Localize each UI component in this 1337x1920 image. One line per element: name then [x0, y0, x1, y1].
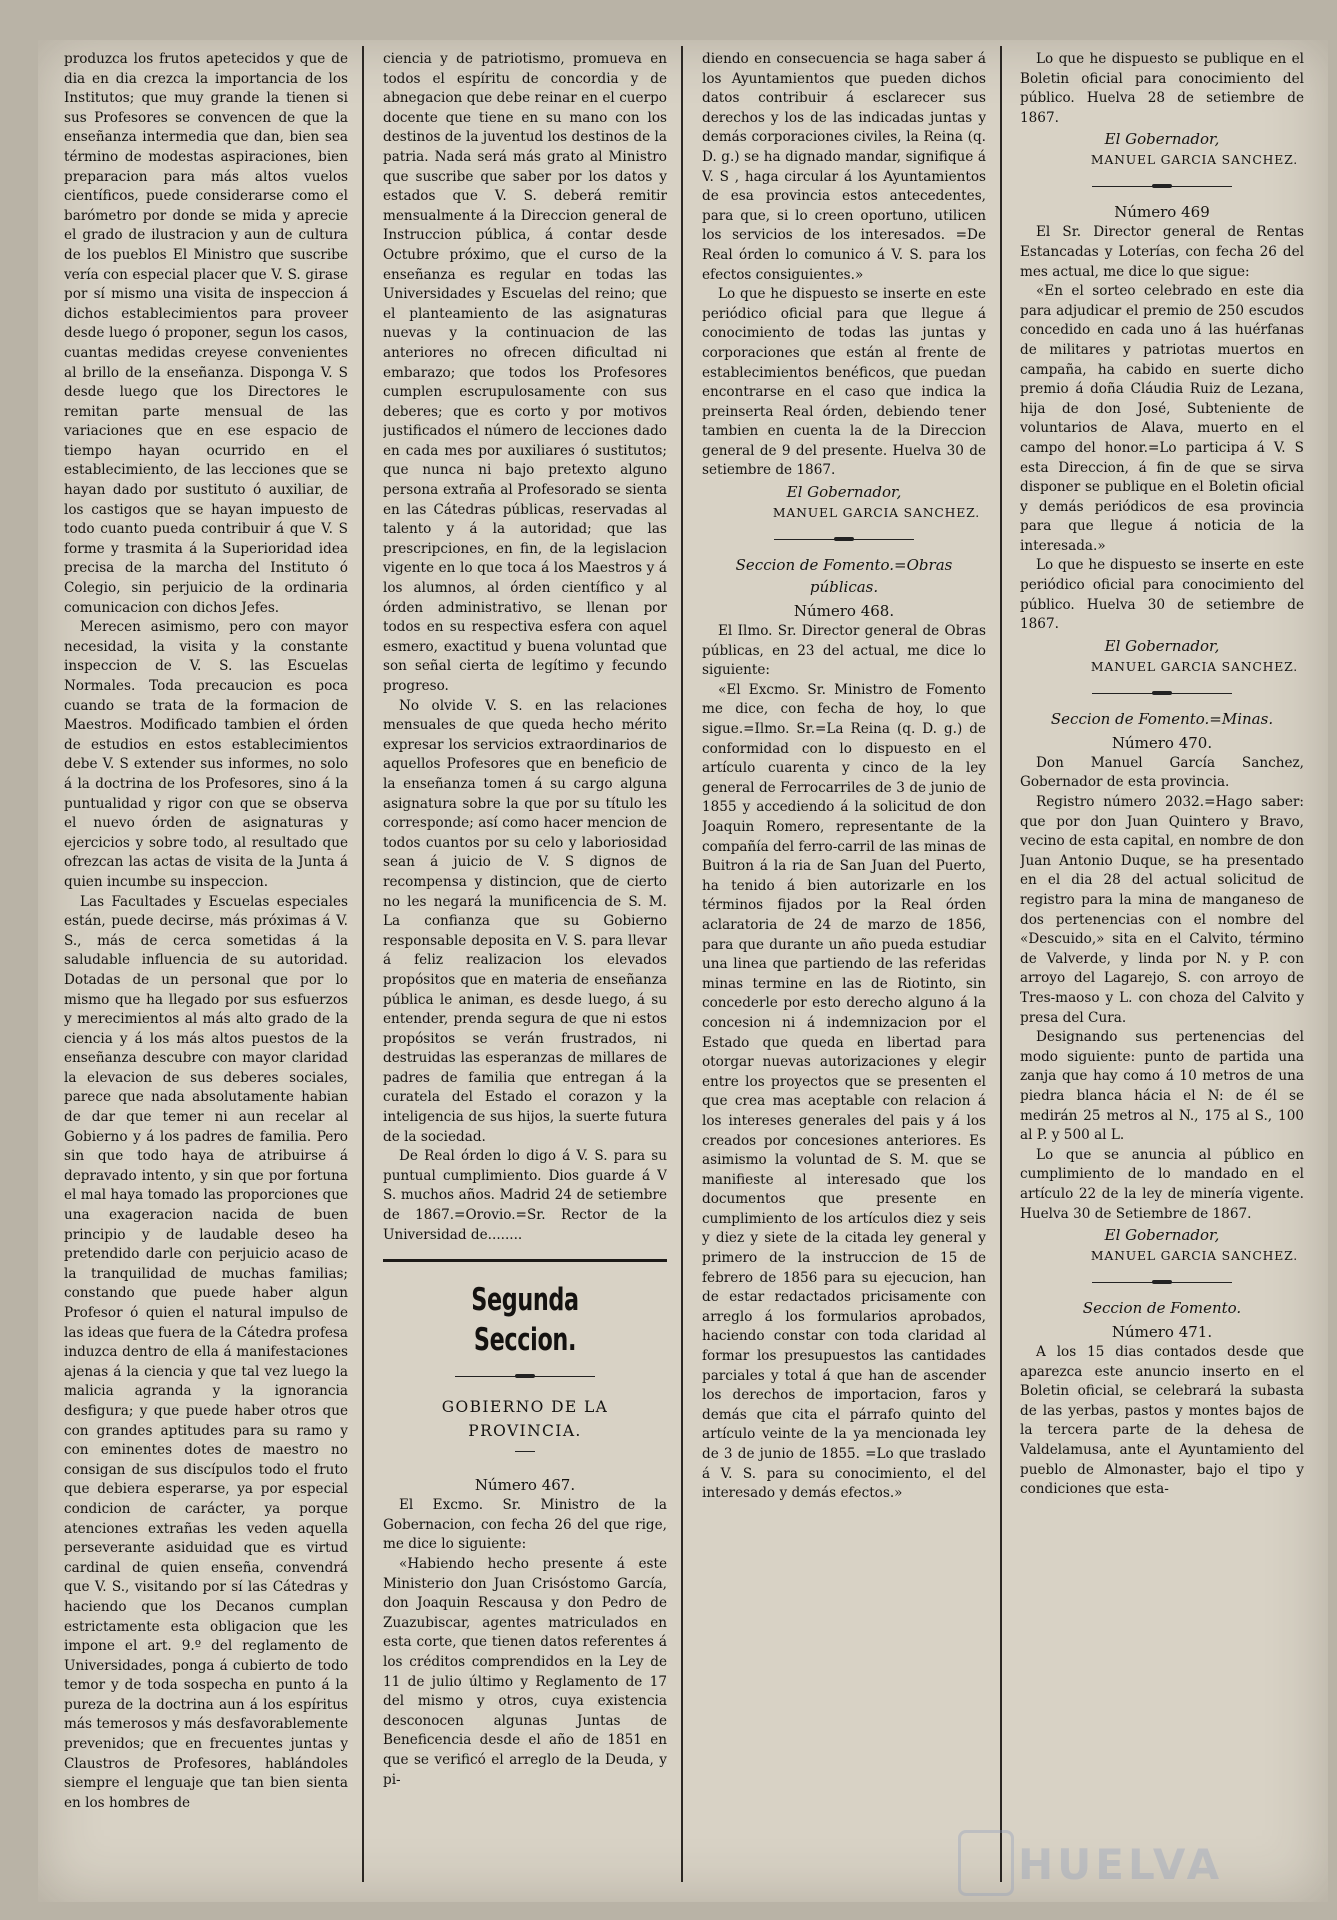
archive-watermark — [938, 1800, 1298, 1900]
archive-logo-icon — [958, 1830, 1014, 1896]
column-2 — [383, 50, 667, 1892]
paragraph: diendo en consecuencia se haga saber á los Ayuntamientos que pueden dichos datos contribuir á esclarecer sus derechos y los de las indicadas juntas y demás corporaciones civiles, la Reina (q. D. g.) se ha dignado mandar, signifique á V. S , haga circular á los Ayuntamientos de esa provincia estos antecedentes, para que, si lo creen oportuno, utilicen los servicios de los interesados. =De Real órden lo comunico á V. S. para los efectos consiguientes.» — [702, 51, 986, 283]
ornament-rule — [1092, 186, 1232, 187]
item-number: Número 471. — [1111, 1323, 1213, 1342]
column-3 — [702, 50, 986, 1892]
column-rule — [681, 46, 683, 1882]
watermark-text: HUELVA — [1018, 1840, 1224, 1889]
paragraph: Lo que he dispuesto se publique en el Boletin oficial para conocimiento del público. Huelva 28 de setiembre de 1867. — [1020, 51, 1304, 126]
paragraph: ciencia y de patriotismo, promueva en todos el espíritu de concordia y de abnegacion que debe reinar en el cuerpo docente que tiene en su mano con los destinos de la juventud los destinos de la patria. Nada será más grato al Ministro que suscribe que saber por los datos y estados que V. S. deberá remitir mensualmente á la Direccion general de Instruccion pública, á contar desde Octubre próximo, que el curso de la enseñanza es regular en todas las Universidades y Escuelas del reino; que el planteamiento de las asignaturas nuevas y la continuacion de las anteriores no ofrecen dificultad ni embarazo; que todos los Profesores cumplen escrupulosamente con sus deberes; que es corto y por motivos justificados el número de lecciones dado en cada mes por auxiliares ó sustitutos; que nunca ni bajo pretexto alguno persona extraña al Profesorado se sienta en las Cátedras públicas, reservadas al talento y á la autoridad; que las prescripciones, en fin, de la legislacion vigente en lo que toca á los Maestros y á los alumnos, al órden científico y al órden administrativo, se llenan por todos en su respectiva esfera con aquel esmero, exactitud y buena voluntad que son señal cierta de legítimo y fecundo progreso. — [383, 51, 667, 694]
signature-title: El Gobernador, — [786, 483, 902, 502]
paragraph: «En el sorteo celebrado en este dia para adjudicar el premio de 250 escudos concedido en cada uno á las huérfanas de militares y patriotas muertos en campaña, ha cabido en suerte dicho premio á doña Cláudia Ruiz de Lezana, hija de don José, Subteniente de voluntarios de Alava, muerto en el campo del honor.=Lo participa á V. S esta Direccion, á fin de que se sirva disponer se publique en el Boletin oficial y demás periódicos de esa provincia para que llegue á noticia de la interesada.» — [1020, 283, 1304, 554]
paragraph: No olvide V. S. en las relaciones mensuales de que queda hecho mérito expresar los servicios extraordinarios de aquellos Profesores que en beneficio de la enseñanza tomen á su cargo alguna asignatura sobre la que por su título les corresponde; así como hacer mencion de todos cuantos por su celo y laboriosidad sean á juicio de V. S dignos de recompensa y distincion, que de cierto no les negará la munificencia de S. M. La confianza que su Gobierno responsable deposita en V. S. para llevar á feliz realizacion los elevados propósitos que en materia de enseñanza pública le animan, es desde luego, á su entender, prenda segura de que ni estos propósitos se verán frustrados, ni destruidas las esperanzas de millares de padres de familia que entregan á la curatela del Estado el corazon y la inteligencia de sus hijos, la suerte futura de la sociedad. — [383, 697, 667, 1145]
column-rule — [362, 46, 364, 1882]
paragraph: Lo que he dispuesto se inserte en este periódico oficial para conocimiento del público. Huelva 30 de setiembre de 1867. — [1020, 557, 1304, 633]
paragraph: El Sr. Director general de Rentas Estancadas y Loterías, con fecha 26 del mes actual, me dice lo que sigue: — [1020, 224, 1304, 280]
ornament-rule — [1092, 1282, 1232, 1283]
subsection-heading: GOBIERNO DE LA PROVINCIA. — [441, 1398, 609, 1441]
signature-name: MANUEL GARCIA SANCHEZ. — [1090, 658, 1298, 674]
paragraph: Lo que se anuncia al público en cumplimiento de lo mandado en el artículo 22 de la ley de minería vigente. Huelva 30 de Setiembre de 1867. — [1020, 1146, 1304, 1222]
newspaper-page — [38, 40, 1328, 1902]
signature-title: El Gobernador, — [1104, 636, 1220, 655]
item-number: Número 469 — [1114, 203, 1210, 222]
signature-name: MANUEL GARCIA SANCHEZ. — [1090, 152, 1298, 168]
signature-title: El Gobernador, — [1104, 130, 1220, 149]
section-title: Seccion de Fomento.=Minas. — [1050, 709, 1274, 728]
signature-name: MANUEL GARCIA SANCHEZ. — [772, 505, 980, 521]
ornament-rule — [455, 1376, 595, 1377]
paragraph: El Ilmo. Sr. Director general de Obras públicas, en 23 del actual, me dice lo siguiente: — [702, 623, 986, 679]
paragraph: «El Excmo. Sr. Ministro de Fomento me dice, con fecha de hoy, lo que sigue.=Ilmo. Sr.=La Reina (q. D. g.) de conformidad con lo dispuesto en el artículo cuarenta y cinco de la ley general de Ferrocarriles de 3 de junio de 1855 y accediendo á la solicitud de don Joaquin Romero, representante de la compañía del ferro-carril de las minas de Buitron á la ria de San Juan del Puerto, ha tenido á bien autorizarle en los términos fijados por la Real órden aclaratoria de 24 de marzo de 1856, para que durante un año pueda estudiar una linea que partiendo de las referidas minas termine en las de Riotinto, sin concederle por esto derecho alguno á la concesion ni á indemnizacion por el Estado que queda en libertad para otorgar nuevas autorizaciones y elegir entre los proyectos que se presenten el que crea mas aceptable con relacion á los intereses generales del pais y á los creados por concesiones anteriores. Es asimismo la voluntad de S. M. que se manifieste al interesado que los documentos que presente en cumplimiento de los artículos diez y seis y diez y siete de la citada ley general y primero de la instruccion de 15 de febrero de 1856 para su ejecucion, han de estar redactados pricisamente con arreglo á los formularios aprobados, haciendo constar con toda claridad al formar los presupuestos las cantidades parciales y total á que han de ascender los derechos de importacion, faros y demás que cita el párrafo quinto del artículo veinte de la ya mencionada ley de 3 de junio de 1855. =Lo que traslado á V. S. para su conocimiento, el del interesado y demás efectos.» — [702, 681, 986, 1502]
item-number: Número 468. — [793, 602, 895, 621]
paragraph: A los 15 dias contados desde que aparezca este anuncio inserto en el Boletin oficial, se celebrará la subasta de las yerbas, pastos y montes bajos de la tercera parte de la dehesa de Valdelamusa, ante el Ayuntamiento del pueblo de Almonaster, bajo el tipo y condiciones que esta- — [1020, 1344, 1304, 1498]
ornament-rule — [1092, 693, 1232, 694]
paragraph: Merecen asimismo, pero con mayor necesidad, la visita y la constante inspeccion de V. S. las Escuelas Normales. Toda precaucion es poca cuando se trata de la formacion de Maestros. Modificado tambien el órden de estudios en estos establecimientos debe V. S extender sus informes, no solo á la doctrina de los Profesores, sino á la puntualidad y rigor con que se observa el nuevo órden de asignaturas y ejercicios y sobre todo, al resultado que ofrezcan las actas de visita de la Junta á quien incumbe su inspeccion. — [64, 619, 348, 890]
column-4 — [1020, 50, 1304, 1892]
ornament-rule — [774, 539, 914, 540]
paragraph: Registro número 2032.=Hago saber: que por don Juan Quintero y Bravo, vecino de esta capital, en nombre de don Juan Antonio Duque, se ha presentado en el dia 28 del actual solicitud de registro para la mina de manganeso de dos pertenencias con el nombre del «Descuido,» sita en el Calvito, término de Valverde, y linda por N. y P. con arroyo del Lagarejo, S. con arroyo de Tres-maoso y L. con choza del Calvito y presa del Cura. — [1020, 794, 1304, 1026]
paragraph: Lo que he dispuesto se inserte en este periódico oficial para que llegue á conocimiento de todas las juntas y corporaciones que están al frente de establecimientos benéficos, que puedan encontrarse en el caso que indica la preinserta Real órden, debiendo tener tambien en cuenta la de la Direccion general de 9 del presente. Huelva 30 de setiembre de 1867. — [702, 286, 986, 479]
short-rule — [515, 1451, 535, 1452]
paragraph: «Habiendo hecho presente á este Ministerio don Juan Crisóstomo García, don Joaquin Rescausa y don Pedro de Zuazubiscar, agentes matriculados en esta corte, que tienen datos referentes á los créditos comprendidos en la Ley de 11 de julio último y Reglamento de 17 del mismo y otros, cuya existencia desconocen algunas Juntas de Beneficencia desde el año de 1851 en que se verificó el arreglo de la Deuda, y pi- — [383, 1556, 667, 1788]
section-title: Seccion de Fomento. — [1082, 1299, 1242, 1318]
paragraph: Designando sus pertenencias del modo siguiente: punto de partida una zanja que hay como á 10 metros de una piedra blanca hácia el N: de él se medirán 25 metros al N., 175 al S., 100 al P. y 500 al L. — [1020, 1029, 1304, 1144]
signature-name: MANUEL GARCIA SANCHEZ. — [1090, 1248, 1298, 1264]
section-divider — [383, 1259, 667, 1262]
paragraph: Don Manuel García Sanchez, Gobernador de esta provincia. — [1020, 754, 1304, 791]
column-rule — [1000, 46, 1002, 1882]
signature-title: El Gobernador, — [1104, 1226, 1220, 1245]
column-1 — [64, 50, 348, 1892]
paragraph: De Real órden lo digo á V. S. para su puntual cumplimiento. Dios guarde á V S. muchos años. Madrid 24 de setiembre de 1867.=Orovio.=Sr. Rector de la Universidad de........ — [383, 1148, 667, 1243]
paragraph: produzca los frutos apetecidos y que de dia en dia crezca la importancia de los Institutos; que muy grande la tienen si sus Profesores se convencen de que la enseñanza intermedia que dan, bien sea término de modestas aspiraciones, bien preparacion para más altos vuelos científicos, puede considerarse como el barómetro por donde se mida y aprecie el grado de ilustracion y aun de cultura de los pueblos El Ministro que suscribe vería con especial placer que V. S. girase por sí mismo una visita de inspeccion á dichos establecimientos para proveer desde luego ó proponer, segun los casos, cuantas medidas creyese convenientes al brillo de la enseñanza. Disponga V. S desde luego que los Directores le remitan parte mensual de las variaciones que en ese espacio de tiempo hayan ocurrido en el establecimiento, de las lecciones que se hayan dado por sustituto ó auxiliar, de los castigos que se hayan impuesto de todo cuanto pueda contribuir á que V. S forme y trasmita á la Superioridad idea precisa de la marcha del Instituto ó Colegio, sin perjuicio de la ordinaria comunicacion con dichos Jefes. — [64, 51, 348, 616]
section-title: Seccion de Fomento.=Obras públicas. — [735, 556, 953, 597]
paragraph: Las Facultades y Escuelas especiales están, puede decirse, más próximas á V. S., más de cerca sometidas á la saludable influencia de su autoridad. Dotadas de un personal que por lo mismo que ha llegado por sus esfuerzos y merecimientos al más alto grado de la ciencia y á los más altos puestos de la enseñanza descubre con mayor claridad la elevacion de sus deberes sociales, parece que nada absolutamente habian de dar que temer ni aun recelar al Gobierno y á los padres de familia. Pero sin que todo haya de atribuirse á depravado intento, y sin que por fortuna el mal haya tomado las proporciones que una exageracion nacida de buen principio y de laudable deseo ha pretendido darle con perjuicio acaso de la tranquilidad de muchas familias; constando que puede haber algun Profesor ó quien el natural impulso de las ideas que fuera de la Cátedra profesa induzca dentro de ella á manifestaciones ajenas á la ciencia y que tal vez luego la malicia agranda y la ignorancia desfigura; y que puede haber otros que con grandes aptitudes para su ramo y con eminentes dotes de maestro no consigan de sus discípulos todo el fruto que debiera esperarse, ya por especial condicion de carácter, ya porque atenciones extrañas les veden aquella perseverante asiduidad que es virtud cardinal de quien enseña, convendrá que V. S., visitando por sí las Cátedras y haciendo que los Decanos cumplan estrictamente esta obligacion que les impone el art. 9.º del reglamento de Universidades, ponga á cubierto de todo temor y de toda sospecha en punto á la pureza de la doctrina aun á los espíritus más temerosos y más desfavorablemente prevenidos; que en frecuentes juntas y Claustros de Profesores, hablándoles siempre el lenguaje que tan bien sienta en los hombres de — [64, 893, 348, 1811]
paragraph: El Excmo. Sr. Ministro de la Gobernacion, con fecha 26 del que rige, me dice lo siguiente: — [383, 1497, 667, 1553]
section-heading: Segunda Seccion. — [471, 1282, 579, 1359]
item-number: Número 470. — [1111, 733, 1213, 752]
item-number: Número 467. — [474, 1476, 576, 1495]
